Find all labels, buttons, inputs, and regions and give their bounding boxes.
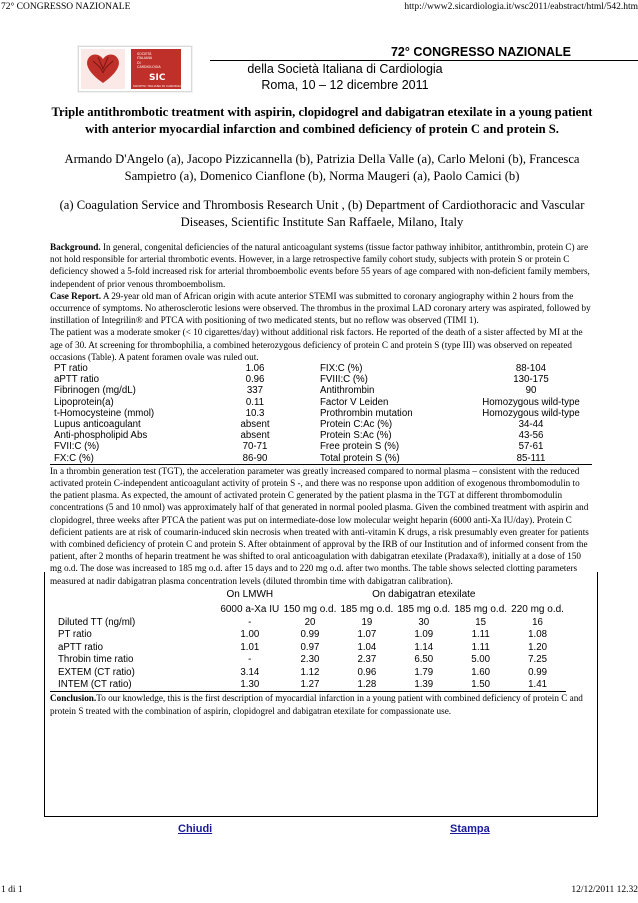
dose-table-cell: 1.50 [471,678,491,690]
lab-table-cell: absent [240,430,270,442]
background-text: In general, congenital deficiencies of the natural anticoagulant systems (tissue factor pathway inhibitor, antithrombin, protein C) are not hold responsible for arterial thrombotic events. However, in a large retrospective family cohort study, subjects with protein S or protein C deficiency showed a 5-fold increased risk for arterial thromboembolic events before 55 years of age compared with non-deficient family members, independent of prior venous thromboembolism. [50,242,590,289]
dose-table-cell: 2.30 [300,654,320,666]
dose-table-cell: 1.01 [240,641,260,653]
lab-table-cell: Lipoprotein(a) [54,396,114,408]
dose-table-row [50,654,566,666]
lab-table-row [50,385,592,396]
lab-table-row [50,430,592,441]
dose-table-row [50,617,566,629]
dose-column-header: 185 mg o.d. [454,603,508,615]
conclusion-paragraph [50,692,592,716]
lab-table-cell: 86-90 [242,452,268,464]
abstract-authors: Armando D'Angelo (a), Jacopo Pizzicannella (b), Patrizia Della Valle (a), Carlo Meloni (b), Francesca Sampietro (a), Domenico Cianflone (b), Norma Maugeri (a), Paolo Camici (b) [64,152,580,183]
lab-table-cell: Anti-phospholipid Abs [54,430,148,442]
dose-table-cell: 16 [532,616,543,628]
dose-table-group-header [50,587,566,602]
dose-column-header: 185 mg o.d. [397,603,451,615]
lab-table-cell: 0.96 [245,374,265,386]
case-text: A 29-year old man of African origin with acute anterior STEMI was submitted to coronary angiography within 2 hours from the occurrence of symptoms. No atherosclerotic lesions were observed. The thrombus in the proximal LAD coronary artery was aspirated, followed by instillation of Integrilin® and PTCA with positioning of two medicated stents, but no reflow was observed (TIMI 1). [50,290,591,326]
dose-table-cell: 1.11 [471,629,490,641]
dose-table-cell: 0.99 [300,629,320,641]
dose-column-header: 6000 a-Xa IU [220,603,280,615]
lab-table-cell: 34-44 [518,419,544,431]
background-paragraph [50,241,592,290]
dose-table-row [50,679,566,692]
dose-table-cell: 1.11 [471,641,490,653]
dose-table-cell: 1.20 [528,641,547,653]
dose-table-row [50,667,566,679]
middle-paragraph: In a thrombin generation test (TGT), the acceleration parameter was greatly increased compared to normal plasma – consistent with the reduced activated protein C-independent anticoagulant activity of protein S -, and there was no response upon addition of exogenous thrombomodulin to the patient plasma. As expected, the amount of activated protein C generated by the patient plasma in the TGT at different thrombomodulin concentrations (5 and 10 nmol) was approximately half of that generated in normal pooled plasma. Given the combined treatment with aspirin and clopidogrel, three weeks after PTCA the patient was put on intermediate-dose low molecular weight heparin (6000 anti-Xa IU/day). Protein C deficient patients are at risk of coumarin-induced skin necrosis when treated with anti-vitamin K drugs, a risk presumably even greater for patients with combined deficiency of protein C and protein S. After obtainment of approval by the IRB of our Institution and of informed consent from the patient, after 2 months of heparin treatment he was shifted to oral anticoagulation with dabigatran etexilate (Pradaxa®), initially at a dose of 150 mg o.d. The dose was increased to 185 mg o.d. after 15 days and to 220 mg o.d. after two months. The table shows selected clotting parameters measured at nadir dabigatran plasma concentration levels (diluted thrombin time with dabigatran calibration). [50,465,589,586]
lab-table-row [50,363,592,374]
congress-heading [210,44,572,93]
group-dabigatran: On dabigatran etexilate [372,588,476,600]
lab-table-cell: 130-175 [513,374,549,386]
dose-table-cell: 1.60 [471,666,491,678]
lab-table-cell: Total protein S (%) [320,452,400,464]
dose-table-cell: - [248,654,252,666]
dose-table-row [50,642,566,654]
abstract-title: Triple antithrombotic treatment with aspirin, clopidogrel and dabigatran etexilate in a young patient with anterior myocardial infarction and combined deficiency of protein C and protein S. [51,105,593,136]
dose-table-column-header [50,602,566,617]
dose-table-cell: 15 [475,616,487,628]
background-label: Background. [50,242,101,252]
dose-table-cell: 2.37 [357,654,377,666]
congress-society: della Società Italiana di Cardiologia [247,62,443,76]
lab-table-cell: 90 [525,385,537,397]
lab-table-row [50,374,592,385]
dose-table-cell: 1.30 [240,678,260,690]
group-lmwh: On LMWH [226,588,274,600]
lab-table-cell: Antithrombin [320,385,375,397]
dose-table-cell: Diluted TT (ng/ml) [58,616,136,628]
lab-table-cell: 0.11 [245,396,265,408]
lab-table-row [50,408,592,419]
lab-table-cell: Factor V Leiden [320,396,389,408]
dose-table-cell: 20 [304,616,316,628]
lab-table-cell: FVIII:C (%) [320,374,368,386]
lab-table [50,363,592,465]
lab-table-cell: PT ratio [54,363,88,375]
svg-text:SOCIETA' ITALIANA DI CARDIOLOG: SOCIETA' ITALIANA DI CARDIOLOGIA [133,84,188,88]
lab-table-cell: 88-104 [515,363,547,375]
lab-table-cell: Prothrombin mutation [320,407,413,419]
lab-table-cell: 70-71 [242,441,268,453]
lab-table-cell: 337 [246,385,264,397]
lab-table-cell: Protein C:Ac (%) [320,419,393,431]
lab-table-row [50,453,592,465]
dose-table-cell: 1.28 [357,678,377,690]
dose-table-cell: 6.50 [414,654,434,666]
dose-table-cell: 1.00 [240,629,260,641]
lab-table-cell: 85-111 [516,452,546,464]
dose-column-header: 185 mg o.d. [340,603,394,615]
lab-table-cell: t-Homocysteine (mmol) [54,407,155,419]
dose-table-cell: 7.25 [528,654,547,666]
dose-table-cell: 1.12 [300,666,320,678]
congress-name: 72° CONGRESSO NAZIONALE [210,44,638,61]
close-link[interactable]: Chiudi [178,823,213,835]
dose-table-cell: 1.08 [528,629,547,641]
conclusion-text: To our knowledge, this is the first description of myocardial infarction in a young patient with combined deficiency of protein C and protein S treated with the combination of aspirin, clopidogrel and dabigatran etexilate for compassionate use. [50,693,583,716]
lab-table-cell: 57-61 [518,441,544,453]
lab-table-cell: FVII:C (%) [54,441,100,453]
dose-table-cell: 1.04 [357,641,377,653]
dose-table-cell: 1.27 [300,678,320,690]
dose-table-cell: 1.39 [414,678,434,690]
lab-table-row [50,419,592,430]
lab-table-cell: FIX:C (%) [320,363,363,375]
dose-table-cell: Throbin time ratio [58,654,134,666]
dose-table-cell: PT ratio [58,629,92,641]
dose-table-row [50,629,566,641]
dose-table-cell: 30 [418,616,430,628]
lab-table-cell: Homozygous wild-type [482,407,580,419]
dose-table-cell: 5.00 [471,654,491,666]
svg-text:SIC: SIC [149,73,166,83]
dose-column-header: 150 mg o.d. [283,603,337,615]
lab-table-cell: Fibrinogen (mg/dL) [54,385,136,397]
dose-table-cell: 0.96 [357,666,377,678]
action-links [0,823,638,837]
dose-table-cell: 1.79 [414,666,434,678]
dose-table [50,587,566,692]
lab-table-cell: aPTT ratio [54,374,100,386]
lab-table-cell: absent [240,419,270,431]
case-paragraph-2: The patient was a moderate smoker (< 10 cigarettes/day) without additional risk factors. He reported of the death of a sister affected by MI at the age of 30. At screening for thrombophilia, a combined heterozygous deficiency of protein C and protein S (type III) was observed on repeated occasions (Table). A patent foramen ovale was ruled out. [50,327,583,362]
dose-table-cell: 0.99 [528,666,547,678]
print-header [0,0,638,14]
page-title: 72° CONGRESSO NAZIONALE [1,2,131,12]
lab-table-cell: Homozygous wild-type [482,396,580,408]
congress-dates: Roma, 10 – 12 dicembre 2011 [261,78,429,92]
lab-table-cell: FX:C (%) [54,452,94,464]
page-count: 1 di 1 [1,885,23,895]
logo-text: SOCIETÀ ITALIANA DI CARDIOLOGIA [137,52,161,70]
case-paragraph [50,290,592,327]
page-url: http://www2.sicardiologia.it/wsc2011/eabstract/html/542.htm [404,2,638,12]
dose-table-cell: 3.14 [240,666,260,678]
lab-table-row [50,441,592,452]
dose-column-header: 220 mg o.d. [511,603,564,615]
dose-table-cell: EXTEM (CT ratio) [58,666,135,678]
congress-logo [78,46,192,92]
case-label: Case Report. [50,290,102,301]
print-footer [0,883,638,897]
lab-table-row [50,397,592,408]
abstract-body [50,241,592,717]
lab-table-cell: Free protein S (%) [320,441,400,453]
lab-table-cell: 10.3 [245,407,265,419]
dose-table-cell: 1.07 [357,629,377,641]
print-datetime: 12/12/2011 12.32 [571,885,638,895]
abstract-affiliations: (a) Coagulation Service and Thrombosis Research Unit , (b) Department of Cardiothoracic and Vascular Diseases, Scientific Institute San Raffaele, Milano, Italy [59,198,585,229]
dose-table-cell: 1.14 [414,641,434,653]
dose-table-cell: INTEM (CT ratio) [58,678,132,690]
dose-table-cell: - [248,616,252,628]
conclusion-label: Conclusion. [50,693,97,704]
dose-table-cell: 0.97 [300,641,320,653]
dose-table-cell: 1.09 [414,629,434,641]
dose-table-cell: aPTT ratio [58,641,104,653]
print-link[interactable]: Stampa [450,823,490,835]
dose-table-cell: 19 [361,616,373,628]
lab-table-cell: Lupus anticoagulant [54,419,141,431]
lab-table-cell: Protein S:Ac (%) [320,430,392,442]
lab-table-cell: 1.06 [245,363,265,375]
dose-table-cell: 1.41 [528,678,547,690]
lab-table-cell: 43-56 [518,430,544,442]
